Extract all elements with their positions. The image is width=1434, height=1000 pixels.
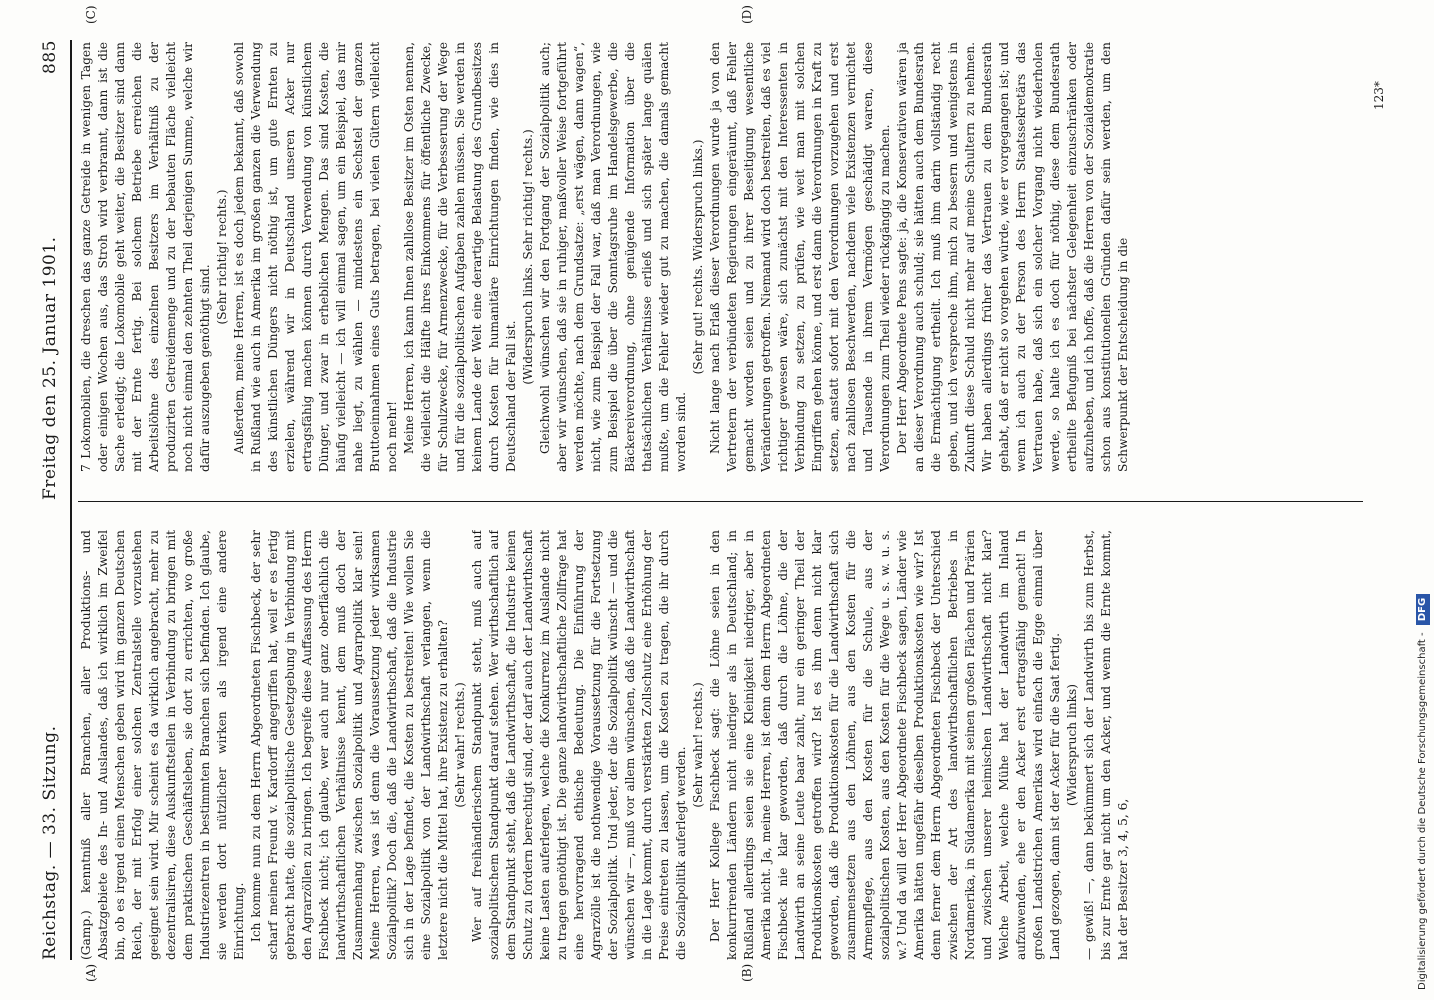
paragraph: (Widerspruch links) [1065, 683, 1079, 807]
margin-marker-d: (D) [740, 5, 754, 24]
paragraph: Nicht lange nach Erlaß dieser Verordnungen wurde ja von den Vertretern der verbündeten Regierungen eingeräumt, daß Fehler gemacht worden seien und zu ihrer Beseitigung wesentliche Veränderungen getroffen. Niemand wird doch bestreiten, daß es viel richtiger gewesen wäre, sich zunächst mit den Interessenten in Verbindung zu setzen, zu prüfen, wie weit man mit solchen Eingriffen gehen könne, und erst dann die Verordnungen in Kraft zu setzen, anstatt sofort mit den Verordnungen vorzugehen und erst nach zahllosen Beschwerden, nachdem viele Existenzen vernichtet und Tausende in ihrem Vermögen geschädigt waren, diese Verordnungen zum Theil wieder rückgängig zu machen. [708, 42, 892, 472]
paragraph: Der Herr Abgeordnete Pens sagte: ja, die Konservativen wären ja an dieser Verordnung auch schuld; sie hätten auch dem Bundesrath die Ermächtigung ertheilt. Ich muß ihm darin vollständig recht geben, und ich verspreche ihm, mich zu bessern und wenigstens in Zukunft diese Schuld nicht mehr auf meine Schultern zu nehmen. Wir haben allerdings früher das Vertrauen zu dem Bundesrath gehabt, daß er nicht so vorgehen würde, wie er vorgegangen ist; und wenn ich auch zu der Person des Herrn Staatssekretärs das Vertrauen habe, daß sich ein solcher Vorgang nicht wiederholen werde, so halte ich es doch für nöthig, diese dem Bundesrath ertheilte Befugniß bei nächster Gelegenheit einzuschränken oder aufzuheben, und ich hoffe, daß die Herren von der Sozialdemokratie schon aus konstitutionellen Gründen dafür sein werden, um den Schwerpunkt der Entscheidung in die [895, 42, 1130, 472]
margin-marker-c: (C) [84, 5, 98, 24]
right-column [78, 42, 1363, 472]
paragraph: Der Herr Kollege Fischbeck sagt: die Löhne seien in den konkurrirenden Ländern nicht niedriger als in Deutschland; in Rußland allerdings seien sie eine Kleinigkeit niedriger, aber in Amerika nicht. Ja, meine Herren, ist denn dem Herrn Abgeordneten Fischbeck nie klar geworden, daß durch die Löhne, die der Landwirth an seine Leute baar zahlt, nur ein geringer Theil der Produktionskosten getroffen wird? Ist es ihm denn nicht klar geworden, daß die Produktionskosten für die Landwirthschaft sich zusammensetzen aus den Löhnen, aus den Kosten für die Armenpflege, aus den Kosten für die Schule, aus der sozialpolitischen Kosten, aus den Kosten für die Wege u. s. w. u. s. w.? Und da will der Herr Abgeordnete Fischbeck sagen, Länder wie Amerika hätten ungefähr dieselben Produktionskosten wie wir? Ist denn ferner dem Herrn Abgeordneten Fischbeck der Unterschied zwischen der Art des landwirthschaftlichen Betriebes in Nordamerika, in Südamerika mit seinen großen Flächen und Prärien und zwischen unserer heimischen Landwirthschaft nicht klar? Welche Arbeit, welche Mühe hat der Landwirth im Inland aufzuwenden, ehe er den Acker erst ertragsfähig gemacht! In großen Landstrichen Amerikas wird einfach die Egge einmal über Land gezogen, dann ist der Acker für die Saat fertig. [708, 530, 1062, 960]
paragraph: Meine Herren, ich kann Ihnen zahllose Besitzer im Osten nennen, die vielleicht die Hälfte ihres Einkommens für öffentliche Zwecke, für Schulzwecke, für Armenzwecke, für die Verbesserung der Wege und für die sozialpolitischen Aufgaben zahlen müssen. Sie werden in keinem Lande der Welt eine derartige Belastung des Grundbesitzes durch Kosten für humanitäre Einrichtungen finden, wie dies in Deutschland der Fall ist. [402, 42, 518, 472]
paragraph: Wer auf freihändlerischem Standpunkt steht, muß auch auf sozialpolitischem Standpunkt darauf stehen. Wer wirthschaftlich auf dem Standpunkt steht, daß die Landwirthschaft, die Industrie keinen Schutz zu fordern berechtigt sind, der darf auch der Landwirthschaft keine Lasten auferlegen, welche die Konkurrenz im Auslande nicht zu tragen genöthigt ist. Die ganze landwirthschaftliche Zollfrage hat eine hervorragend ethische Bedeutung. Die Einführung der Agrarzölle ist die nothwendige Voraussetzung für die Fortsetzung der Sozialpolitik. Und jeder, der die Sozialpolitik wünscht — und die wünschen wir —, muß vor allem wünschen, daß die Landwirthschaft in die Lage kommt, durch verstärkten Zollschutz eine Erhöhung der Preise eintreten zu lassen, um die Kosten zu tragen, die ihr durch die Sozialpolitik auferlegt werden. [470, 530, 688, 960]
paragraph: (Gamp.) kenntniß aller Branchen, aller Produktions- und Absatzgebiete des In- und Auslandes, daß ich wirklich im Zweifel bin, ob es irgend einen Menschen geben wird im ganzen Deutschen Reich, der mit Erfolg einer solchen Zentralstelle vorzustehen geeignet sein wird. Mir scheint es da wirklich angebracht, mehr zu dezentralisiren, diese Auskunftstellen in Verbindung zu bringen mit dem praktischen Geschäftsleben, sie dort zu errichten, wo große Industriezentren in bestimmten Branchen sich befinden. Ich glaube, sie werden dort nützlicher wirken als irgend eine andere Einrichtung. [79, 530, 246, 960]
header-session: Reichstag. — 33. Sitzung. [40, 725, 60, 960]
column-divider [78, 501, 1363, 502]
page-number: 885 [40, 40, 60, 74]
margin-marker-a: (A) [84, 963, 98, 982]
digitization-note [1414, 10, 1432, 990]
paragraph: (Sehr gut! rechts. Widerspruch links.) [691, 139, 705, 375]
paragraph: (Sehr wahr! rechts.) [453, 682, 467, 808]
paragraph: 7 Lokomobilen, die dreschen das ganze Getreide in wenigen Tagen oder einigen Wochen aus, das Stroh wird verbrannt, dann ist die Sache erledigt; die Lokomobile geht weiter, die Besitzer sind dann mit der Ernte fertig. Bei solchem Betriebe erreichen die Arbeitslöhne des einzelnen Besitzers im Verhältniß zu der produzirten Getreidemenge und zu der bebauten Fläche vielleicht noch nicht einmal den zehnten Theil derjenigen Summe, welche wir dafür auszugeben genöthigt sind. [79, 42, 212, 472]
signature-mark: 123* [1372, 81, 1386, 110]
digitization-text: Digitalisierung gefördert durch die Deutsche Forschungsgemeinschaft - [1417, 632, 1428, 990]
header-date: Freitag den 25. Januar 1901. [40, 236, 60, 500]
paragraph: — gewiß! —, dann bekümmert sich der Landwirth bis zum Herbst, bis zur Ernte gar nicht um den Acker, und wenn die Ernte kommt, hat der Besitzer 3, 4, 5, 6, [1082, 530, 1130, 960]
left-column [78, 530, 1363, 960]
paragraph: (Sehr wahr! rechts.) [691, 682, 705, 808]
running-header [40, 40, 72, 960]
paragraph: (Widerspruch links. Sehr richtig! rechts.) [521, 129, 535, 385]
paragraph: Gleichwohl wünschen wir den Fortgang der Sozialpolitik auch; aber wir wünschen, daß sie in ruhiger, maßvoller Weise fortgeführt werden möchte, nach dem Grundsatze: „erst wägen, dann wagen“, nicht, wie zum Beispiel der Fall war, daß man Verordnungen, wie zum Beispiel die über die Sonntagsruhe im Handelsgewerbe, die Bäckereiverordnung, ohne genügende Information über die thatsächlichen Verhältnisse erließ und sich später lange quälen mußte, um die Fehler wieder gut zu machen, die damals gemacht worden sind. [538, 42, 688, 472]
paragraph: (Sehr richtig! rechts.) [215, 189, 229, 325]
margin-marker-b: (B) [740, 963, 754, 982]
paragraph: Außerdem, meine Herren, ist es doch jedem bekannt, daß sowohl in Rußland wie auch in Amerika im großen ganzen die Verwendung des künstlichen Düngers nicht nöthig ist, um gute Ernten zu erzielen, während wir in Deutschland unseren Acker nur ertragsfähig machen können durch Verwendung von künstlichem Dünger, und zwar in erheblichen Mengen. Das sind Kosten, die häufig vielleicht — ich will einmal sagen, um ein Beispiel, das mir nahe liegt, zu wählen — mindestens ein Sechstel der ganzen Bruttoeinnahmen eines Guts betragen, bei vielen Gütern vielleicht noch mehr! [232, 42, 399, 472]
dfg-logo: DFG [1416, 594, 1430, 625]
paragraph: Ich komme nun zu dem Herrn Abgeordneten Fischbeck, der sehr scharf meinen Freund v. Kardorff angegriffen hat, weil er es fertig gebracht hatte, die sozialpolitische Gesetzgebung in Verbindung mit den Agrarzöllen zu bringen. Ich begreife diese Auffassung des Herrn Fischbeck nicht; ich glaube, wer auch nur ganz oberflächlich die landwirthschaftlichen Verhältnisse kennt, dem muß doch der Zusammenhang zwischen Sozialpolitik und Agrarpolitik klar sein! Meine Herren, was ist denn die Voraussetzung jeder wirksamen Sozialpolitik? Doch die, daß die Landwirthschaft, daß die Industrie sich in der Lage befindet, die Kosten zu bestreiten! Wie wollen Sie eine Sozialpolitik von der Landwirthschaft verlangen, wenn die letztere nicht die Mittel hat, ihre Existenz zu erhalten? [249, 530, 450, 960]
